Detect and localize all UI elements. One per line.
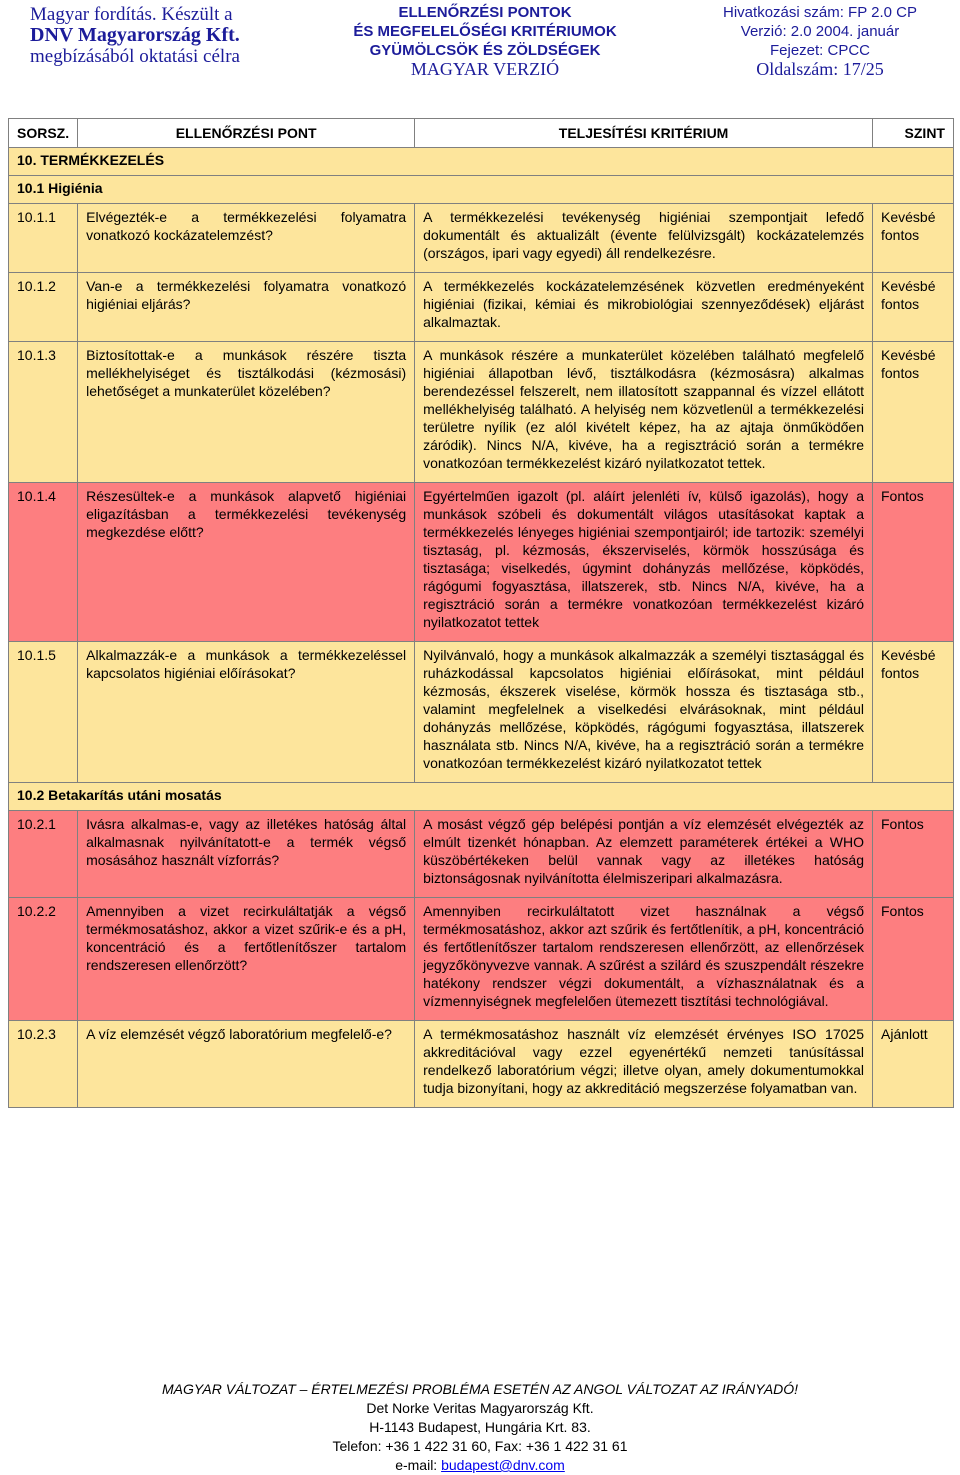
rows-group-1 [9,204,954,783]
footer-email-line [0,1456,960,1475]
compliance-criteria: Nyilvánvaló, hogy a munkások alkalmazzák a személyi tisztasággal és ruházkodással kapcsolatos higiéniai előírásokat, mint például kézmosás, ékszerek viselése, körmök hossza és tisztasága stb., valamint megfelelnek a viselkedési elvárásoknak, mint például dohányzás mellőzése, köpködés, rágógumi fogyasztása, illatszerek használata stb. Nincs N/A, kivéve, ha a regisztráció során a termékre vonatkozóan termékkezelést kizáró nyilatkozatot tettek [415,642,873,783]
header-right [700,3,940,79]
level-badge: Kevésbé fontos [873,204,954,273]
table-row [9,483,954,642]
control-point-question: Elvégezték-e a termékkezelési folyamatra vonatkozó kockázatelemzést? [78,204,415,273]
control-point-question: Van-e a termékkezelési folyamatra vonatkozó higiéniai eljárás? [78,273,415,342]
subsection-title: 10.2 Betakarítás utáni mosatás [9,783,954,811]
header-version: Verzió: 2.0 2004. január [740,23,900,40]
compliance-criteria: A munkások részére a munkaterület közelében található megfelelő higiéniai állapotban lévő, tisztálkodásra (kézmosásra) alkalmas berendezéssel felszerelt, nem illatosított szappannal és vízzel ellátott mellékhelyiség található. A helyiség nem közvetlenül a termékkezelési területre nyílik (ez alól kivételt képez, ha az ajtaja önműködően záródik). Nincs N/A, kivéve, ha a regisztráció során a termékre vonatkozóan termékkezelést kizáró nyilatkozatot tettek. [415,342,873,483]
compliance-criteria: A mosást végző gép belépési pontján a víz elemzését elvégezték az elmúlt tizenkét hónapban. Az elemzett paraméterek értékei a WHO küszöbértékeken belül vannak vagy az illetékes hatóság biztonságosnak nyilvánította élelmiszeripari alkalmazásra. [415,811,873,898]
footer-address: H-1143 Budapest, Hungária Krt. 83. [369,1419,591,1435]
compliance-criteria: Amennyiben recirkuláltatott vizet használnak a végső termékmosatáshoz, akkor azt szűrik és fertőtlenítik, a pH, koncentráció és fertőtlenítőszer tartalom rendszeresen ellenőrzött, az ellenőrzések jegyzőkönyvezve vannak. A szűrést a szilárd és szuszpendált részekre hatékony rendszer végzi dokumentált, a vízhasználatnak és a vízmennyiségnek megfelelően ütemezett tisztítási technológiával. [415,898,873,1021]
footer-company: Det Norke Veritas Magyarország Kft. [366,1400,594,1416]
table-row [9,642,954,783]
col-header-criteria: TELJESÍTÉSI KRITÉRIUM [415,119,873,148]
control-point-number: 10.1.1 [9,204,78,273]
page-footer [0,1380,960,1475]
compliance-criteria: A termékkezelés kockázatelemzésének közvetlen eredményeként higiéniai (fizikai, kémiai és mikrobiológiai szennyeződések) eljárást alkalmaztak. [415,273,873,342]
page-header [0,0,960,86]
compliance-criteria: A termékmosatáshoz használt víz elemzését érvényes ISO 17025 akkreditációval vagy ezzel egyenértékű nemzeti tanúsítással rendelkező laboratórium végzi; illetve olyan, amely dokumentumokkal tudja bizonyítani, hogy az akkreditáció megszerzése folyamatban van. [415,1021,873,1108]
table-row [9,204,954,273]
table-row [9,898,954,1021]
section-row [9,148,954,176]
level-badge: Fontos [873,811,954,898]
footer-phone: Telefon: +36 1 422 31 60, Fax: +36 1 422 31 61 [332,1438,628,1454]
table-row [9,1021,954,1108]
control-point-question: Részesültek-e a munkások alapvető higiéniai eligazításban a termékkezelési tevékenység megkezdése előtt? [78,483,415,642]
control-point-number: 10.2.3 [9,1021,78,1108]
header-center-line2: ÉS MEGFELELŐSÉGI KRITÉRIUMOK [353,23,617,40]
level-badge: Ajánlott [873,1021,954,1108]
header-center-line3: GYÜMÖLCSÖK ÉS ZÖLDSÉGEK [369,42,601,59]
col-header-level: SZINT [873,119,954,148]
control-point-number: 10.2.1 [9,811,78,898]
subsection-title: 10.1 Higiénia [9,176,954,204]
compliance-criteria: Egyértelműen igazolt (pl. aláírt jelenléti ív, külső igazolás), hogy a munkások szóbeli és dokumentált világos utasításokat kaptak a termékkezelés lényeges higiéniai szempontjairól; ide tartozik: személyi tisztaság, pl. kézmosás, ékszerviselés, körmök hosszúsága és tisztasága; viselkedés, úgymint dohányzás mellőzése, köpködés, rágógumi fogyasztása, illatszerek, stb. Nincs N/A, kivéve, ha a regisztráció során a termékre vonatkozóan termékkezelést kizáró nyilatkozatot tettek [415,483,873,642]
level-badge: Kevésbé fontos [873,642,954,783]
checklist-table [8,118,954,1108]
table-row [9,811,954,898]
control-point-question: Biztosítottak-e a munkások részére tiszta mellékhelyiséget és tisztálkodási (kézmosási) lehetőséget a munkaterület közelében? [78,342,415,483]
table-header-row [9,119,954,148]
table-row [9,342,954,483]
level-badge: Fontos [873,483,954,642]
control-point-number: 10.1.4 [9,483,78,642]
header-left-line3: megbízásából oktatási célra [30,46,240,67]
rows-group-2 [9,811,954,1108]
level-badge: Fontos [873,898,954,1021]
table-row [9,273,954,342]
header-page-number: Oldalszám: 17/25 [756,59,884,79]
header-left-line1: Magyar fordítás. Készült a [30,4,233,25]
control-point-number: 10.2.2 [9,898,78,1021]
control-point-number: 10.1.3 [9,342,78,483]
footer-email-link[interactable]: budapest@dnv.com [441,1457,565,1473]
header-left [30,4,240,67]
subsection-row [9,783,954,811]
control-point-question: A víz elemzését végző laboratórium megfelelő-e? [78,1021,415,1108]
control-point-number: 10.1.2 [9,273,78,342]
footer-email-label: e-mail: [395,1457,442,1473]
header-chapter: Fejezet: CPCC [769,42,871,59]
control-point-question: Amennyiben a vizet recirkuláltatják a végső termékmosatáshoz, akkor a vizet szűrik-e és a pH, koncentráció és a fertőtlenítőszer tartalom rendszeresen ellenőrzött? [78,898,415,1021]
header-center [330,3,640,79]
control-point-question: Ivásra alkalmas-e, vagy az illetékes hatóság által alkalmasnak nyilvánítatott-e a termék végső mosásához használt vízforrás? [78,811,415,898]
footer-note: MAGYAR VÁLTOZAT – ÉRTELMEZÉSI PROBLÉMA ESETÉN AZ ANGOL VÁLTOZAT AZ IRÁNYADÓ! [161,1381,799,1397]
col-header-control-point: ELLENŐRZÉSI PONT [78,119,415,148]
section-title: 10. TERMÉKKEZELÉS [9,148,954,176]
col-header-number: SORSZ. [9,119,78,148]
control-point-number: 10.1.5 [9,642,78,783]
header-ref-number: Hivatkozási szám: FP 2.0 CP [723,4,917,21]
level-badge: Kevésbé fontos [873,273,954,342]
subsection-group-2 [9,783,954,811]
header-center-line1: ELLENŐRZÉSI PONTOK [398,4,572,21]
control-point-question: Alkalmazzák-e a munkások a termékkezeléssel kapcsolatos higiéniai előírásokat? [78,642,415,783]
header-left-line2: DNV Magyarország Kft. [30,24,240,46]
compliance-criteria: A termékkezelési tevékenység higiéniai szempontjait lefedő dokumentált és aktualizált (évente felülvizsgált) kockázatelemzés (országos, ipari vagy egyedi) áll rendelkezésre. [415,204,873,273]
header-center-line4: MAGYAR VERZIÓ [410,59,560,79]
level-badge: Kevésbé fontos [873,342,954,483]
subsection-row [9,176,954,204]
